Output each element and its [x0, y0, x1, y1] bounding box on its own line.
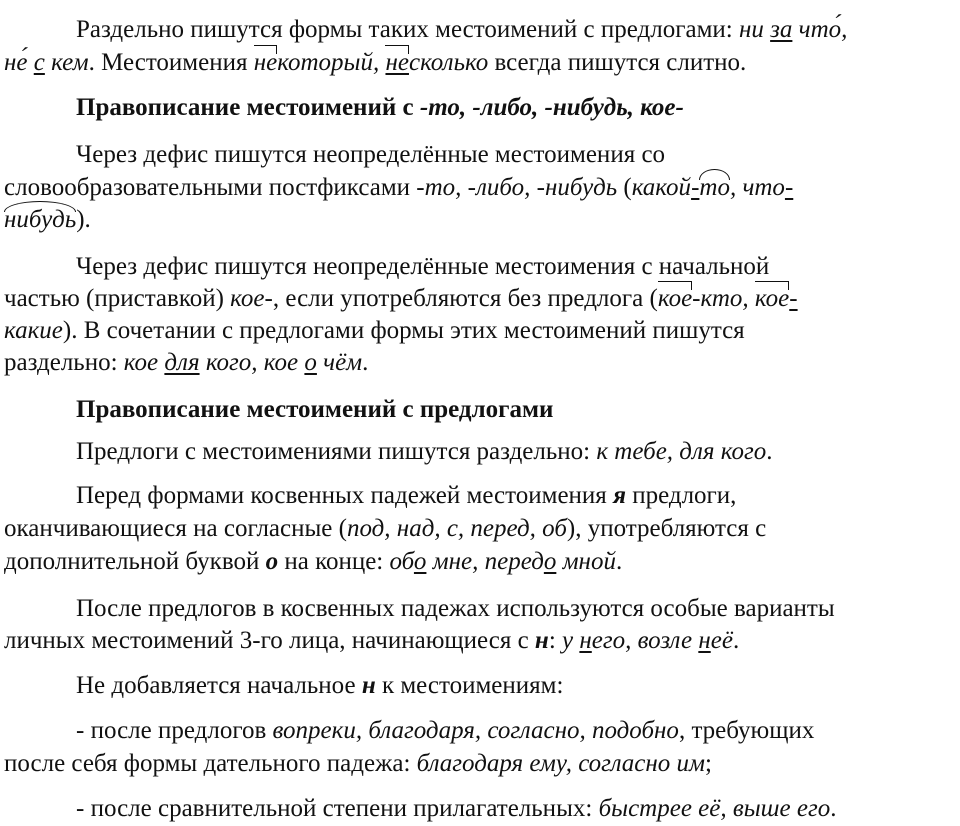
text: Через дефис пишутся неопределённые местоимения с начальной [76, 253, 770, 280]
keyword: н [361, 672, 376, 699]
text: ). [76, 206, 91, 233]
paragraph-line [76, 481, 736, 511]
example: его, возле [591, 627, 699, 654]
example: что́, [792, 16, 848, 43]
text: . [830, 795, 837, 822]
paragraph-line [76, 140, 665, 170]
paragraph-line [4, 749, 712, 779]
text: Перед формами косвенных падежей местоимения [76, 482, 614, 509]
text: на конце: [278, 548, 390, 575]
text: . [615, 548, 623, 575]
text: , если употребляются без предлога ( [272, 285, 658, 312]
example: кем [44, 49, 89, 76]
hyphen-mark: - [789, 285, 798, 312]
prefix-mark: не [385, 49, 409, 76]
example: вопреки, благодаря, согласно, подобно [272, 717, 679, 744]
text: Предлоги с местоимениями пишутся раздельно: [76, 438, 597, 465]
example: какие [4, 317, 63, 344]
text: словообразовательными постфиксами [4, 174, 417, 201]
example: мной [556, 548, 616, 575]
example: кое [123, 349, 165, 376]
example-underlined: н [579, 627, 592, 654]
text: - после сравнительной степени прилагательных: [76, 795, 599, 822]
paragraph-line [76, 594, 835, 624]
paragraph-line [4, 205, 91, 235]
example: кое- [230, 285, 273, 312]
text: . [766, 438, 773, 465]
text: ), употребляются с [566, 515, 767, 542]
hyphen-mark: - [784, 174, 794, 201]
text: Не добавляется начальное [76, 672, 362, 699]
text: раздельно: [4, 349, 124, 376]
example: который, [277, 49, 386, 76]
text: всегда пишутся слитно. [488, 49, 747, 76]
example: -то, -либо, -нибудь [416, 174, 618, 201]
paragraph-line [4, 173, 793, 203]
text: дополнительной буквой [4, 548, 266, 575]
text: частью (приставкой) [4, 285, 231, 312]
example-underlined: о [543, 548, 557, 575]
example-underlined: о [304, 349, 317, 376]
example: какой [631, 174, 692, 201]
hyphen-mark: - [691, 174, 700, 201]
example: чём [316, 349, 363, 376]
text: : [548, 627, 563, 654]
keyword: о [265, 548, 279, 575]
section-heading [76, 395, 553, 425]
paragraph-line [4, 514, 766, 544]
text: после себя формы дательного падежа: [4, 750, 417, 777]
paragraph-line [76, 252, 769, 282]
paragraph-line [4, 284, 798, 314]
example: у [562, 627, 580, 654]
heading-text: Правописание местоимений с [76, 94, 420, 121]
text: . [732, 627, 740, 654]
text: ( [617, 174, 632, 201]
example: кого, кое [199, 349, 305, 376]
prefix-mark: кое [657, 285, 693, 312]
suffix-mark: то [699, 174, 730, 201]
heading-text: Правописание местоимений с предлогами [76, 396, 554, 423]
heading-suffixes: -то, -либо, -нибудь, кое- [419, 94, 684, 121]
text: к местоимениям: [375, 672, 564, 699]
text: ). В сочетании с предлогами формы этих местоимений пишутся [62, 317, 745, 344]
example-underlined: для [164, 349, 200, 376]
example: благодаря ему, согласно им [416, 750, 705, 777]
paragraph-line [76, 716, 814, 746]
example: ни [738, 16, 771, 43]
example: -кто, [692, 285, 755, 312]
text: - после предлогов [76, 717, 273, 744]
example-underlined: с [33, 49, 45, 76]
paragraph-line [4, 547, 622, 577]
paragraph-line [76, 15, 847, 45]
example: под, над, с, перед, об [346, 515, 567, 542]
prefix-mark: не [253, 49, 278, 76]
example-underlined: за [770, 16, 793, 43]
example-underlined: н [698, 627, 711, 654]
example: мне, перед [426, 548, 544, 575]
text: . [362, 349, 369, 376]
text: Раздельно пишутся формы таких местоимений с предлогами: [76, 16, 739, 43]
paragraph-line [4, 348, 368, 378]
text: личных местоимений 3-го лица, начинающиеся с [4, 627, 535, 654]
text: После предлогов в косвенных падежах используются особые варианты [76, 595, 835, 622]
suffix-mark: нибудь [4, 206, 77, 233]
keyword: я [613, 482, 626, 509]
example: не́ [4, 49, 34, 76]
example: её [710, 627, 733, 654]
paragraph-line [4, 316, 745, 346]
paragraph-line [76, 671, 563, 701]
example: сколько [408, 49, 489, 76]
example-underlined: о [413, 548, 427, 575]
paragraph-line [76, 437, 772, 467]
paragraph-line [4, 626, 739, 656]
text: ; [705, 750, 712, 777]
prefix-mark: кое [754, 285, 790, 312]
example: об [389, 548, 414, 575]
keyword: н [534, 627, 549, 654]
example: быстрее её, выше его [598, 795, 831, 822]
section-heading [76, 93, 684, 123]
paragraph-line [76, 794, 836, 824]
example: к тебе, для кого [596, 438, 767, 465]
text: . Местоимения [88, 49, 254, 76]
text: предлоги, [625, 482, 737, 509]
text: , требующих [678, 717, 815, 744]
text: Через дефис пишутся неопределённые местоимения со [76, 141, 666, 168]
text: оканчивающиеся на согласные ( [4, 515, 347, 542]
example: , что [729, 174, 785, 201]
paragraph-line [4, 48, 746, 78]
